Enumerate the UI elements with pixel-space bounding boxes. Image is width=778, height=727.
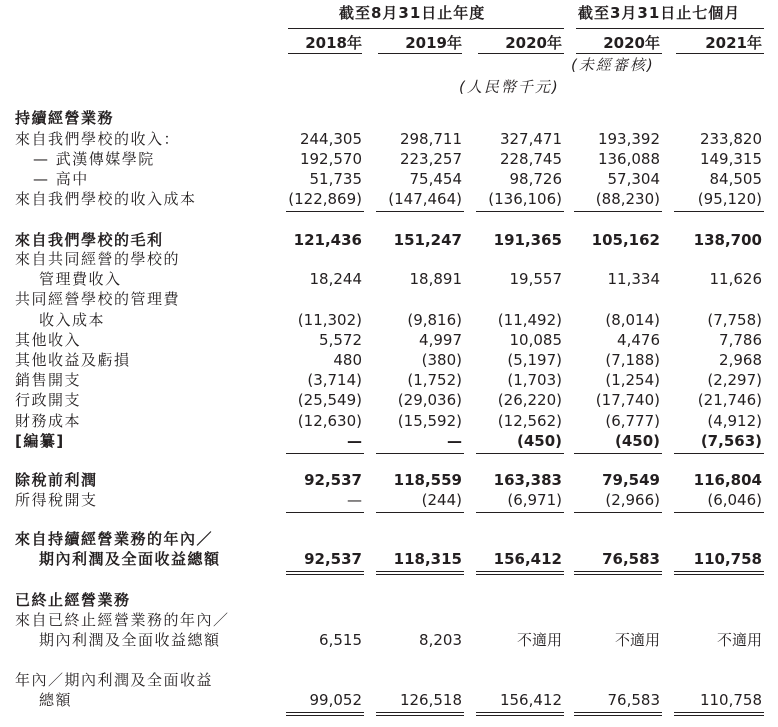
row-value: (88,230) xyxy=(595,190,660,208)
row-value: 92,537 xyxy=(304,550,362,568)
column-rule xyxy=(674,574,764,575)
column-rule xyxy=(476,715,564,716)
column-rule xyxy=(574,453,662,454)
row-value: 57,304 xyxy=(607,170,660,188)
row-value: 98,726 xyxy=(509,170,562,188)
header-group2-rule xyxy=(576,28,764,29)
row-value: 156,412 xyxy=(499,691,562,709)
column-rule xyxy=(674,715,764,716)
row-label: 來自我們學校的收入成本 xyxy=(15,190,197,208)
header-rule-col3 xyxy=(478,53,564,54)
row-value: 126,518 xyxy=(399,691,462,709)
header-year-2020-7m: 2020年 xyxy=(603,34,660,52)
row-value: 105,162 xyxy=(591,231,660,249)
row-value: 136,088 xyxy=(597,150,660,168)
row-value: 11,626 xyxy=(709,270,762,288)
row-value: 不適用 xyxy=(516,631,562,649)
row-label: 管理費收入 xyxy=(39,270,122,288)
header-group1-rule xyxy=(288,28,564,29)
row-value: (11,302) xyxy=(297,311,362,329)
row-value: 223,257 xyxy=(399,150,462,168)
row-label: 已終止經營業務 xyxy=(15,591,131,609)
row-value: — xyxy=(347,491,362,509)
row-value: (1,752) xyxy=(407,371,462,389)
row-value: — xyxy=(347,432,362,450)
row-value: 6,515 xyxy=(319,631,362,649)
column-rule xyxy=(476,712,564,713)
row-value: 4,997 xyxy=(419,331,462,349)
row-value: 244,305 xyxy=(299,130,362,148)
row-value: (17,740) xyxy=(595,391,660,409)
row-value: (450) xyxy=(516,432,562,450)
unaudited-note: (未經審核) xyxy=(571,56,655,74)
column-rule xyxy=(376,453,464,454)
row-value: (380) xyxy=(421,351,462,369)
column-rule xyxy=(574,211,662,212)
row-value: 19,557 xyxy=(509,270,562,288)
column-rule xyxy=(476,453,564,454)
row-value: (1,254) xyxy=(605,371,660,389)
row-value: 不適用 xyxy=(614,631,660,649)
column-rule xyxy=(476,574,564,575)
row-value: (95,120) xyxy=(697,190,762,208)
row-value: (29,036) xyxy=(397,391,462,409)
row-value: (147,464) xyxy=(388,190,462,208)
row-label: 來自已終止經營業務的年內／ xyxy=(15,611,230,629)
row-value: 5,572 xyxy=(319,331,362,349)
row-value: (4,912) xyxy=(707,412,762,430)
row-value: 156,412 xyxy=(493,550,562,568)
column-rule xyxy=(286,574,364,575)
column-rule xyxy=(574,574,662,575)
row-value: 191,365 xyxy=(493,231,562,249)
header-year-2020: 2020年 xyxy=(505,34,562,52)
row-value: (12,630) xyxy=(297,412,362,430)
column-rule xyxy=(674,712,764,713)
row-value: 10,085 xyxy=(509,331,562,349)
row-value: (244) xyxy=(421,491,462,509)
row-value: 151,247 xyxy=(393,231,462,249)
column-rule xyxy=(376,512,464,513)
row-value: 84,505 xyxy=(709,170,762,188)
row-label: 共同經營學校的管理費 xyxy=(15,290,181,308)
column-rule xyxy=(286,453,364,454)
row-value: 8,203 xyxy=(419,631,462,649)
column-rule xyxy=(476,512,564,513)
row-value: (1,703) xyxy=(507,371,562,389)
row-value: 75,454 xyxy=(409,170,462,188)
row-value: (7,188) xyxy=(605,351,660,369)
row-value: (7,758) xyxy=(707,311,762,329)
row-label: 其他收益及虧損 xyxy=(15,351,131,369)
row-value: (6,046) xyxy=(707,491,762,509)
row-value: — xyxy=(447,432,462,450)
row-label: 持續經營業務 xyxy=(15,109,115,127)
row-value: (11,492) xyxy=(497,311,562,329)
row-label: — 高中 xyxy=(33,170,89,188)
row-value: (7,563) xyxy=(700,432,762,450)
row-label: 所得稅開支 xyxy=(15,491,98,509)
row-value: 327,471 xyxy=(499,130,562,148)
row-label: 收入成本 xyxy=(39,311,106,329)
column-rule xyxy=(286,211,364,212)
row-value: 2,968 xyxy=(719,351,762,369)
row-value: (3,714) xyxy=(307,371,362,389)
header-rule-col1 xyxy=(288,53,362,54)
column-rule xyxy=(674,453,764,454)
row-value: (136,106) xyxy=(488,190,562,208)
row-value: 116,804 xyxy=(693,471,762,489)
currency-note: (人民幣千元) xyxy=(459,78,560,96)
row-value: 92,537 xyxy=(304,471,362,489)
row-value: (2,966) xyxy=(605,491,660,509)
row-label: 來自持續經營業務的年內／ xyxy=(15,530,214,548)
row-value: 118,559 xyxy=(393,471,462,489)
row-value: (8,014) xyxy=(605,311,660,329)
row-label: 來自共同經營的學校的 xyxy=(15,250,181,268)
row-value: 121,436 xyxy=(293,231,362,249)
row-value: 51,735 xyxy=(309,170,362,188)
column-rule xyxy=(476,211,564,212)
row-label: 除稅前利潤 xyxy=(15,471,98,489)
header-rule-col5 xyxy=(676,53,764,54)
row-value: 228,745 xyxy=(499,150,562,168)
row-value: 7,786 xyxy=(719,331,762,349)
row-value: 118,315 xyxy=(393,550,462,568)
row-label: 銷售開支 xyxy=(15,371,82,389)
row-value: 149,315 xyxy=(699,150,762,168)
header-group-seven-months: 截至3月31日止七個月 xyxy=(578,4,741,22)
column-rule xyxy=(286,715,364,716)
row-value: 233,820 xyxy=(699,130,762,148)
row-value: 99,052 xyxy=(309,691,362,709)
header-year-2019: 2019年 xyxy=(405,34,462,52)
column-rule xyxy=(476,571,564,572)
row-value: (26,220) xyxy=(497,391,562,409)
row-value: (5,197) xyxy=(507,351,562,369)
column-rule xyxy=(376,211,464,212)
row-value: 110,758 xyxy=(693,550,762,568)
column-rule xyxy=(286,571,364,572)
row-value: 298,711 xyxy=(399,130,462,148)
row-value: 138,700 xyxy=(693,231,762,249)
column-rule xyxy=(574,512,662,513)
row-value: 480 xyxy=(333,351,362,369)
row-label: 期內利潤及全面收益總額 xyxy=(39,550,221,568)
column-rule xyxy=(574,715,662,716)
row-value: (450) xyxy=(614,432,660,450)
column-rule xyxy=(286,512,364,513)
row-label: 來自我們學校的收入： xyxy=(15,130,181,148)
row-label: 期內利潤及全面收益總額 xyxy=(39,631,221,649)
row-label: 財務成本 xyxy=(15,412,82,430)
row-label: 行政開支 xyxy=(15,391,82,409)
row-value: (25,549) xyxy=(297,391,362,409)
header-rule-col4 xyxy=(576,53,662,54)
row-value: 不適用 xyxy=(716,631,762,649)
row-value: (122,869) xyxy=(288,190,362,208)
row-value: 76,583 xyxy=(607,691,660,709)
column-rule xyxy=(376,712,464,713)
row-label: 來自我們學校的毛利 xyxy=(15,231,164,249)
row-value: 163,383 xyxy=(493,471,562,489)
column-rule xyxy=(574,571,662,572)
row-value: (12,562) xyxy=(497,412,562,430)
column-rule xyxy=(376,715,464,716)
row-value: 4,476 xyxy=(617,331,660,349)
row-value: (15,592) xyxy=(397,412,462,430)
row-label: 其他收入 xyxy=(15,331,82,349)
row-value: 192,570 xyxy=(299,150,362,168)
column-rule xyxy=(376,574,464,575)
row-value: (9,816) xyxy=(407,311,462,329)
row-label: 總額 xyxy=(39,691,73,709)
row-label: [編纂] xyxy=(15,432,65,450)
row-value: 193,392 xyxy=(597,130,660,148)
row-value: 79,549 xyxy=(602,471,660,489)
column-rule xyxy=(674,571,764,572)
row-label: 年內／期內利潤及全面收益 xyxy=(15,671,214,689)
row-value: (6,971) xyxy=(507,491,562,509)
row-value: (21,746) xyxy=(697,391,762,409)
row-value: 110,758 xyxy=(699,691,762,709)
column-rule xyxy=(376,571,464,572)
row-value: 18,244 xyxy=(309,270,362,288)
header-year-2021-7m: 2021年 xyxy=(705,34,762,52)
row-value: 18,891 xyxy=(409,270,462,288)
header-group-fiscal-year: 截至8月31日止年度 xyxy=(339,4,486,22)
header-year-2018: 2018年 xyxy=(305,34,362,52)
row-label: — 武漢傳媒學院 xyxy=(33,150,155,168)
row-value: (2,297) xyxy=(707,371,762,389)
column-rule xyxy=(674,211,764,212)
row-value: (6,777) xyxy=(605,412,660,430)
row-value: 11,334 xyxy=(607,270,660,288)
column-rule xyxy=(674,512,764,513)
header-rule-col2 xyxy=(378,53,462,54)
column-rule xyxy=(286,712,364,713)
column-rule xyxy=(574,712,662,713)
row-value: 76,583 xyxy=(602,550,660,568)
